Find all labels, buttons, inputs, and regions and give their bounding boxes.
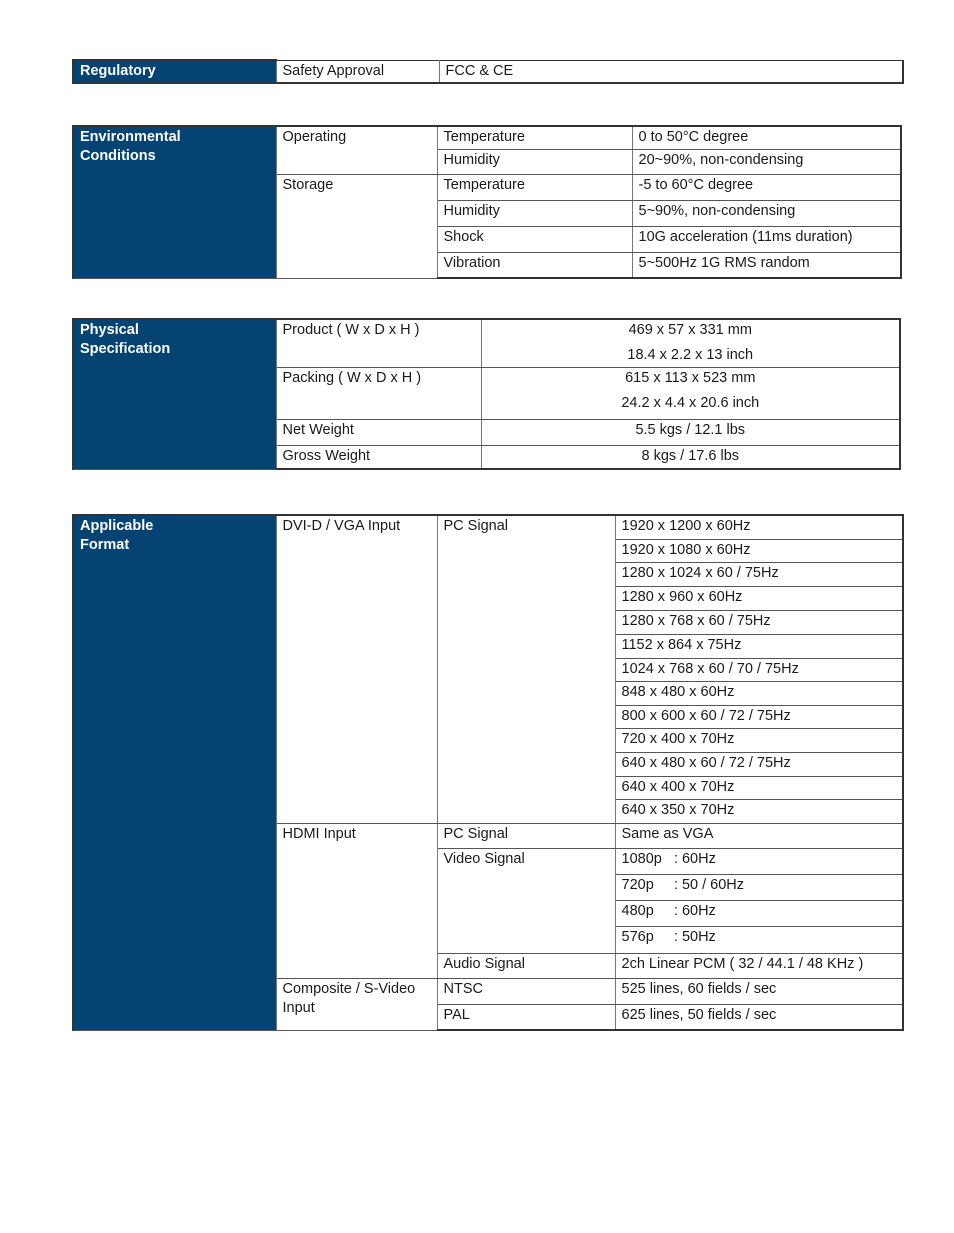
hdmi-audio-signal-value: 2ch Linear PCM ( 32 / 44.1 / 48 KHz ) [615,953,903,978]
dvi-mode: 1152 x 864 x 75Hz [615,634,903,658]
dvi-mode: 640 x 480 x 60 / 72 / 75Hz [615,752,903,776]
hdmi-video-mode: 720p : 50 / 60Hz [615,874,903,900]
gross-weight-value: 8 kgs / 17.6 lbs [481,445,900,469]
hdmi-video-signal-label: Video Signal [437,848,615,953]
gross-weight-label: Gross Weight [276,445,481,469]
pal-value: 625 lines, 50 fields / sec [615,1004,903,1030]
environmental-table [72,125,902,279]
safety-approval-label: Safety Approval [276,60,439,83]
operating-temperature-value: 0 to 50°C degree [632,126,901,149]
storage-temperature-label: Temperature [437,174,632,200]
regulatory-table [72,59,904,84]
environmental-heading: Environmental Conditions [73,126,276,278]
operating-humidity-value: 20~90%, non-condensing [632,149,901,174]
net-weight-value: 5.5 kgs / 12.1 lbs [481,419,900,445]
hdmi-video-mode: 1080p : 60Hz [615,848,903,874]
dvi-mode: 848 x 480 x 60Hz [615,681,903,705]
packing-dimension-label: Packing ( W x D x H ) [276,367,481,419]
storage-humidity-value: 5~90%, non-condensing [632,200,901,226]
storage-shock-label: Shock [437,226,632,252]
ntsc-value: 525 lines, 60 fields / sec [615,978,903,1004]
format-table [72,514,904,1031]
operating-humidity-label: Humidity [437,149,632,174]
hdmi-input-label: HDMI Input [276,823,437,978]
dvi-mode: 640 x 400 x 70Hz [615,776,903,799]
dvi-mode: 800 x 600 x 60 / 72 / 75Hz [615,705,903,728]
hdmi-pc-signal-label: PC Signal [437,823,615,848]
dvi-mode: 640 x 350 x 70Hz [615,799,903,823]
physical-heading: Physical Specification [73,319,276,469]
dvi-mode: 1920 x 1200 x 60Hz [615,515,903,539]
pal-label: PAL [437,1004,615,1030]
storage-vibration-label: Vibration [437,252,632,278]
product-dimension-label: Product ( W x D x H ) [276,319,481,367]
dvi-mode: 720 x 400 x 70Hz [615,728,903,752]
hdmi-video-mode: 480p : 60Hz [615,900,903,926]
dvi-mode: 1280 x 768 x 60 / 75Hz [615,610,903,634]
dvi-mode: 1920 x 1080 x 60Hz [615,539,903,562]
physical-table [72,318,901,470]
dvi-pc-signal-label: PC Signal [437,515,615,823]
storage-temperature-value: -5 to 60°C degree [632,174,901,200]
product-dimension-value: 469 x 57 x 331 mm 18.4 x 2.2 x 13 inch [481,319,900,367]
hdmi-pc-signal-value: Same as VGA [615,823,903,848]
storage-label: Storage [276,174,437,278]
storage-humidity-label: Humidity [437,200,632,226]
dvi-vga-input-label: DVI-D / VGA Input [276,515,437,823]
operating-label: Operating [276,126,437,174]
safety-approval-value: FCC & CE [439,60,903,83]
dvi-mode: 1024 x 768 x 60 / 70 / 75Hz [615,658,903,681]
dvi-mode: 1280 x 960 x 60Hz [615,586,903,610]
operating-temperature-label: Temperature [437,126,632,149]
net-weight-label: Net Weight [276,419,481,445]
hdmi-video-mode: 576p : 50Hz [615,926,903,953]
storage-shock-value: 10G acceleration (11ms duration) [632,226,901,252]
packing-dimension-value: 615 x 113 x 523 mm 24.2 x 4.4 x 20.6 inch [481,367,900,419]
dvi-mode: 1280 x 1024 x 60 / 75Hz [615,562,903,586]
format-heading: Applicable Format [73,515,276,1030]
storage-vibration-value: 5~500Hz 1G RMS random [632,252,901,278]
composite-input-label: Composite / S-Video Input [276,978,437,1030]
hdmi-audio-signal-label: Audio Signal [437,953,615,978]
ntsc-label: NTSC [437,978,615,1004]
regulatory-heading: Regulatory [73,60,276,83]
